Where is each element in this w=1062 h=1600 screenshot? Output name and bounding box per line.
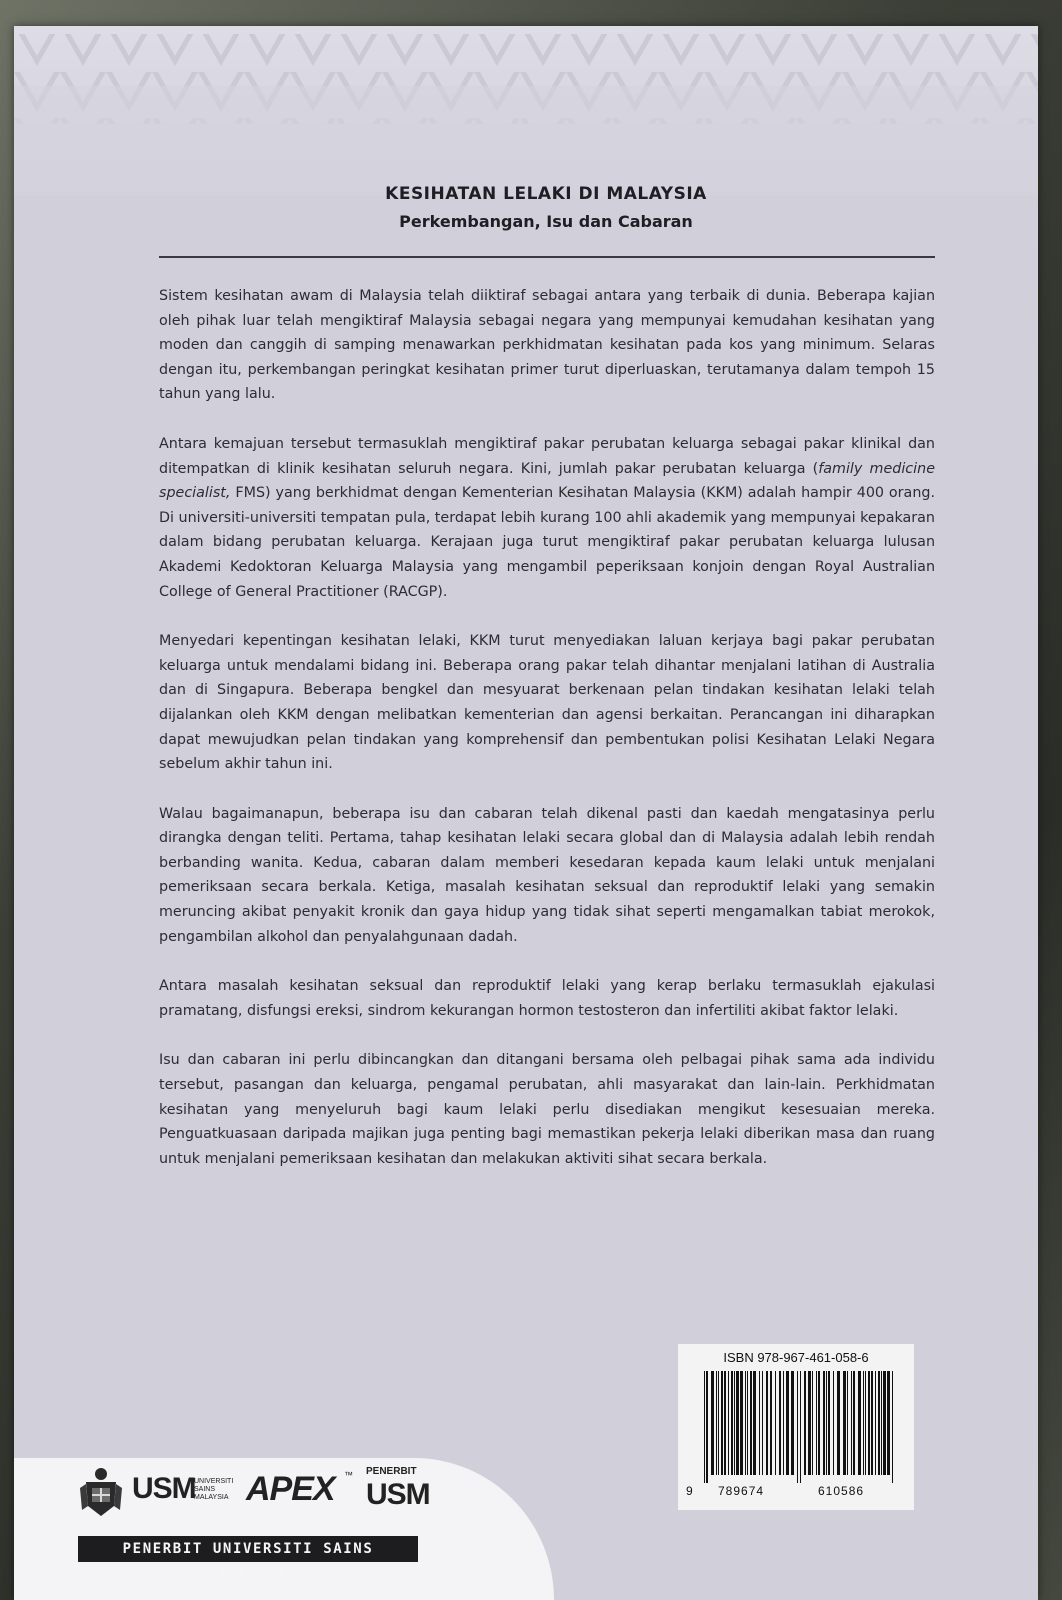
usm-small-line-2: SAINS <box>194 1486 216 1493</box>
barcode-bar <box>740 1371 743 1475</box>
barcode-bar <box>837 1371 840 1475</box>
title-block <box>14 184 1038 231</box>
barcode-bar <box>731 1371 733 1475</box>
barcode-bar <box>847 1371 848 1475</box>
barcode-bar <box>868 1371 870 1475</box>
barcode-bar <box>843 1371 846 1475</box>
barcode-bar <box>887 1371 890 1475</box>
barcode-bar <box>721 1371 723 1475</box>
barcode-bar <box>728 1371 729 1475</box>
barcode-bar <box>797 1371 798 1483</box>
barcode-bar <box>770 1371 772 1475</box>
barcode-digits-left: 789674 <box>718 1484 765 1498</box>
barcode-bar <box>816 1371 817 1475</box>
paragraph-2-part-1: Antara kemajuan tersebut termasuklah mengiktiraf pakar perubatan keluarga sebagai pakar klinikal dan ditempatkan di klinik kesihatan seluruh negara. Kini, jumlah pakar perubatan keluarga ( <box>159 435 935 477</box>
barcode-bar <box>759 1371 760 1475</box>
publisher-strip <box>14 1458 554 1600</box>
barcode-bar <box>736 1371 739 1475</box>
isbn-barcode <box>678 1344 914 1510</box>
barcode-bar <box>818 1371 820 1475</box>
barcode-bar <box>823 1371 825 1475</box>
barcode-bar <box>804 1371 806 1475</box>
barcode-bar <box>833 1371 834 1475</box>
barcode-bar <box>828 1371 830 1475</box>
barcode-bar <box>863 1371 864 1475</box>
barcode-digit-lead: 9 <box>686 1484 693 1498</box>
barcode-bar <box>826 1371 827 1475</box>
barcode-bar <box>779 1371 781 1475</box>
barcode-bar <box>858 1371 861 1475</box>
paragraph-2-part-3: Malaysia (KKM) adalah hampir 400 orang. Di universiti-universiti tempatan pula, terdapat lebih kurang 100 ahli akademik yang mempunyai kepakaran dalam bidang perubatan keluarga. Kerajaan juga turut mengiktiraf pakar perubatan keluarga lulusan Akademi Kedoktoran Keluarga Malaysia yang mengambil peperiksaan konjoin dengan Royal Australian College of General Practitioner (RACGP). <box>159 485 935 600</box>
paragraph-3: Menyedari kepentingan kesihatan lelaki, KKM turut menyediakan laluan kerjaya bagi pakar perubatan keluarga untuk mendalami bidang ini. Beberapa orang pakar telah dihantar menjalani latihan di Australia dan di Singapura. Beberapa bengkel dan mesyuarat berkenaan pelan tindakan kesihatan lelaki telah dijalankan oleh KKM dengan melibatkan kementerian dan agensi berkaitan. Perancangan ini diharapkan dapat mewujudkan pelan tindakan yang komprehensif dan pembentukan polisi Kesihatan Lelaki Negara sebelum akhir tahun ini. <box>159 633 935 773</box>
barcode-bar <box>706 1371 708 1483</box>
barcode-bar <box>762 1371 763 1475</box>
barcode-bar <box>865 1371 866 1475</box>
barcode-bar <box>724 1371 726 1475</box>
paragraph-1: Sistem kesihatan awam di Malaysia telah diiktiraf sebagai antara yang terbaik di dunia. Beberapa kajian oleh pihak luar telah mengiktiraf Malaysia sebagai negara yang mempunyai kemudahan kesihatan yang moden dan canggih di samping menawarkan perkhidmatan kesihatan pada kos yang minimum. Selaras dengan itu, perkembangan peringkat kesihatan primer turut diperluaskan, terutamanya dalam tempoh 15 tahun yang lalu. <box>159 288 935 403</box>
coat-of-arms-icon <box>78 1466 124 1520</box>
barcode-bar <box>786 1371 789 1475</box>
title-divider <box>159 256 935 258</box>
paragraph-5: Antara masalah kesihatan seksual dan reproduktif lelaki yang kerap berlaku termasuklah ejakulasi pramatang, disfungsi ereksi, sindrom kekurangan hormon testosteron dan infertiliti akibat faktor lelaki. <box>159 978 935 1019</box>
book-title: KESIHATAN LELAKI DI MALAYSIA <box>385 184 707 204</box>
barcode-bar <box>808 1371 811 1475</box>
barcode-bar <box>711 1371 714 1475</box>
penerbit-label: PENERBIT <box>366 1466 417 1477</box>
isbn-label: ISBN 978-967-461-058-6 <box>723 1350 869 1365</box>
barcode-bar <box>747 1371 748 1475</box>
barcode-bar <box>753 1371 756 1475</box>
apex-logo: APEX <box>246 1470 335 1508</box>
barcode-bar <box>881 1371 882 1475</box>
barcode-bar <box>750 1371 752 1475</box>
barcode-bar <box>766 1371 768 1475</box>
barcode-bar <box>878 1371 880 1475</box>
barcode-bar <box>775 1371 776 1475</box>
barcode-bar <box>892 1371 893 1483</box>
barcode-bar <box>851 1371 852 1475</box>
barcode-bar <box>812 1371 813 1475</box>
barcode-bar <box>718 1371 719 1475</box>
barcode-bar <box>871 1371 873 1475</box>
barcode-bar <box>800 1371 801 1483</box>
usm-small-line-3: MALAYSIA <box>194 1494 229 1501</box>
paragraph-4: Walau bagaimanapun, beberapa isu dan cabaran telah dikenal pasti dan kaedah mengatasinya perlu dirangka dengan teliti. Pertama, tahap kesihatan lelaki secara global dan di Malaysia adalah lebih rendah berbanding wanita. Kedua, cabaran dalam memberi kesedaran kepada kaum lelaki untuk menjalani pemeriksaan secara berkala. Ketiga, masalah kesihatan seksual dan reproduktif lelaki yang semakin meruncing akibat penyakit kronik dan gaya hidup yang tidak sihat seperti mengamalkan tabiat merokok, pengambilan alkohol dan penyalahgunaan dadah. <box>159 805 935 945</box>
barcode-bar <box>745 1371 746 1475</box>
zigzag-pattern <box>14 26 1038 196</box>
book-back-cover <box>14 26 1038 1600</box>
paragraph-2-part-2: FMS) yang berkhidmat dengan Kementerian Kesihatan <box>230 485 634 502</box>
paragraph-2 <box>159 432 935 604</box>
barcode-digits-right: 610586 <box>818 1484 865 1498</box>
usm-logo-small-text <box>194 1478 233 1502</box>
paragraph-6: Isu dan cabaran ini perlu dibincangkan dan ditangani bersama oleh pelbagai pihak sama ada individu tersebut, pasangan dan keluarga, pengamal perubatan, ahli masyarakat dan lain-lain. Perkhidmatan kesihatan yang menyeluruh bagi kaum lelaki perlu disediakan mengikut kesesuaian mereka. Penguatkuasaan daripada majikan juga penting bagi memastikan pekerja lelaki diberikan masa dan ruang untuk menjalani pemeriksaan kesihatan dan melakukan aktiviti sihat secara berkala. <box>159 1052 935 1167</box>
barcode-bar <box>791 1371 794 1475</box>
barcode-bar <box>883 1371 886 1475</box>
usm-logo: USM <box>132 1472 196 1505</box>
barcode-bar <box>853 1371 855 1475</box>
barcode-bar <box>875 1371 876 1475</box>
publisher-name-banner: PENERBIT UNIVERSITI SAINS MALAYSIA <box>78 1536 418 1562</box>
barcode-bar <box>704 1371 705 1483</box>
book-subtitle: Perkembangan, Isu dan Cabaran <box>399 212 693 231</box>
usm-small-line-1: UNIVERSITI <box>194 1478 234 1485</box>
paragraph-2-italic: family medicine specialist, <box>159 460 935 502</box>
decorative-pattern-band <box>14 26 1038 196</box>
apex-trademark: ™ <box>344 1470 353 1480</box>
barcode-bar <box>716 1371 717 1475</box>
barcode-bar <box>734 1371 735 1475</box>
barcode-bars <box>702 1371 898 1483</box>
blurb-text <box>159 284 935 1196</box>
penerbit-usm-logo: USM <box>366 1478 430 1511</box>
barcode-bar <box>783 1371 784 1475</box>
